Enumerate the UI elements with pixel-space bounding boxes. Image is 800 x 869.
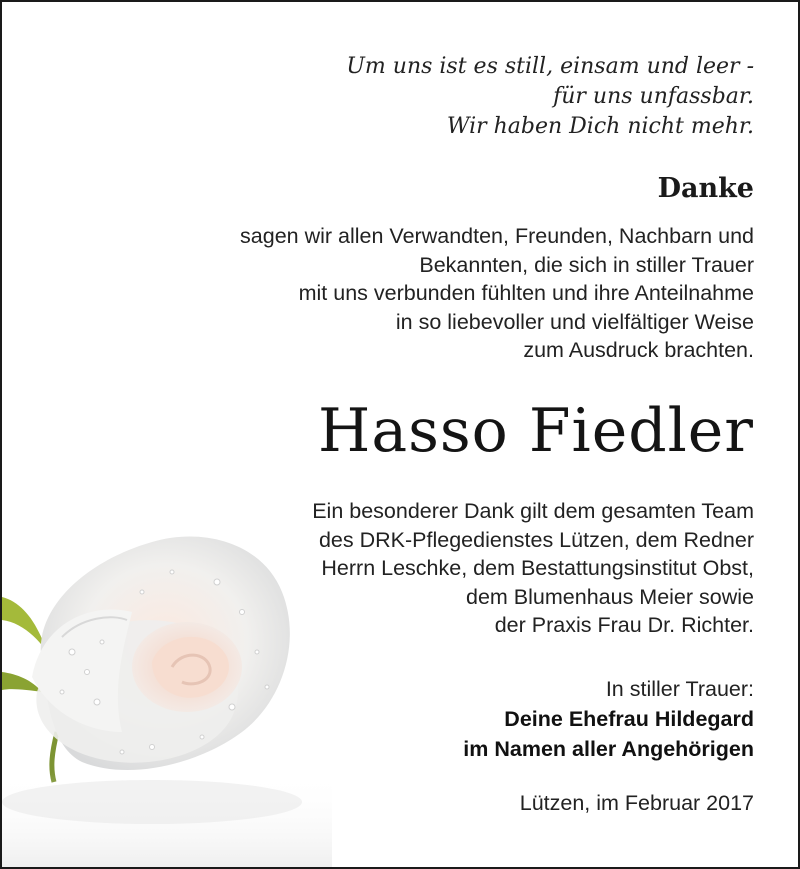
special-thanks-text: [312, 497, 754, 640]
thanks-line: Bekannten, die sich in stiller Trauer: [419, 252, 754, 277]
thanks-line: in so liebevoller und vielfältiger Weise: [395, 309, 754, 334]
thanks-line: sagen wir allen Verwandten, Freunden, Nachbarn und: [240, 224, 754, 248]
deceased-name: Hasso Fiedler: [318, 396, 754, 466]
signature-spouse: Deine Ehefrau Hildegard: [504, 707, 754, 731]
special-thanks-line: dem Blumenhaus Meier sowie: [466, 584, 754, 609]
poem-line: Wir haben Dich nicht mehr.: [446, 114, 754, 139]
poem: [346, 52, 754, 142]
white-rose-image: [2, 502, 332, 867]
signature: [463, 674, 754, 764]
thanks-line: mit uns verbunden fühlten und ihre Anteilnahme: [298, 281, 754, 305]
poem-line: Um uns ist es still, einsam und leer -: [346, 54, 754, 79]
signature-intro: In stiller Trauer:: [605, 677, 754, 701]
special-thanks-line: Herrn Leschke, dem Bestattungsinstitut Obst,: [321, 556, 754, 580]
poem-line: für uns unfassbar.: [553, 84, 754, 109]
special-thanks-line: des DRK-Pflegedienstes Lützen, dem Redner: [318, 527, 754, 552]
thanks-text: [240, 222, 754, 365]
thanks-line: zum Ausdruck brachten.: [523, 338, 754, 362]
thanks-title: Danke: [657, 173, 754, 204]
place-date: Lützen, im Februar 2017: [519, 791, 754, 815]
special-thanks-line: Ein besonderer Dank gilt dem gesamten Team: [312, 499, 754, 523]
signature-family: im Namen aller Angehörigen: [463, 737, 754, 761]
special-thanks-line: der Praxis Frau Dr. Richter.: [494, 613, 754, 637]
